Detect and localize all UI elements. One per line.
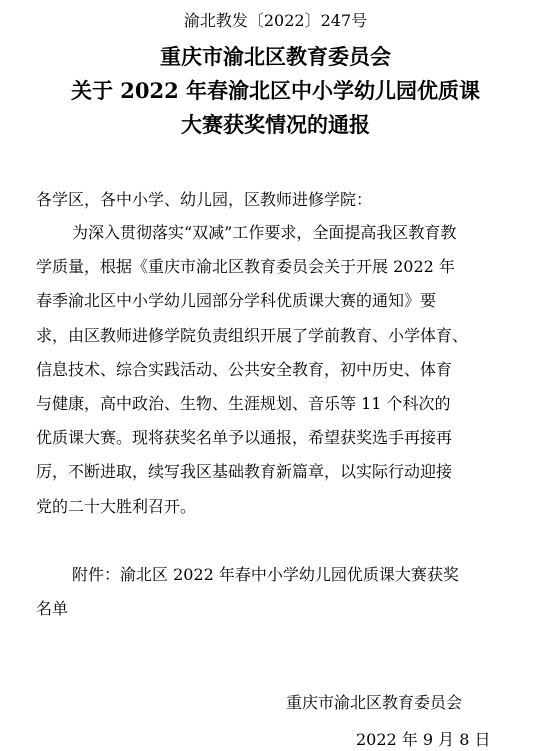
body-line: 优质课大赛。现将获奖名单予以通报，希望获奖选手再接再 <box>36 428 453 448</box>
body-paragraph <box>36 216 520 524</box>
signature-org: 重庆市渝北区教育委员会 <box>286 693 463 712</box>
attachment-line: 名单 <box>36 599 69 619</box>
body-line: 春季渝北区中小学幼儿园部分学科优质课大赛的通知》要 <box>36 291 437 311</box>
signature-date: 2022 年 9 月 8 日 <box>356 730 491 749</box>
body-line: 为深入贯彻落实“双减”工作要求，全面提高我区教育教 <box>72 223 457 242</box>
document-number: 渝北教发〔2022〕247号 <box>183 11 368 30</box>
body-line: 与健康，高中政治、生物、生涯规划、音乐等 11 个科次的 <box>36 393 451 413</box>
salutation: 各学区，各中小学、幼儿园，区教师进修学院： <box>36 190 373 209</box>
attachment-note <box>36 558 520 626</box>
body-line: 党的二十大胜利召开。 <box>36 496 197 516</box>
document-title <box>0 40 551 142</box>
title-line: 大赛获奖情况的通报 <box>181 112 370 137</box>
body-line: 厉，不断进取，续写我区基础教育新篇章，以实际行动迎接 <box>36 462 453 482</box>
title-line: 关于 2022 年春渝北区中小学幼儿园优质课 <box>70 78 481 103</box>
body-line: 学质量，根据《重庆市渝北区教育委员会关于开展 2022 年 <box>36 257 455 277</box>
attachment-line: 附件：渝北区 2022 年春中小学幼儿园优质课大赛获奖 <box>72 565 459 584</box>
body-line: 求，由区教师进修学院负责组织开展了学前教育、小学体育、 <box>36 325 469 345</box>
body-line: 信息技术、综合实践活动、公共安全教育，初中历史、体育 <box>36 359 453 379</box>
title-line: 重庆市渝北区教育委员会 <box>160 44 391 69</box>
